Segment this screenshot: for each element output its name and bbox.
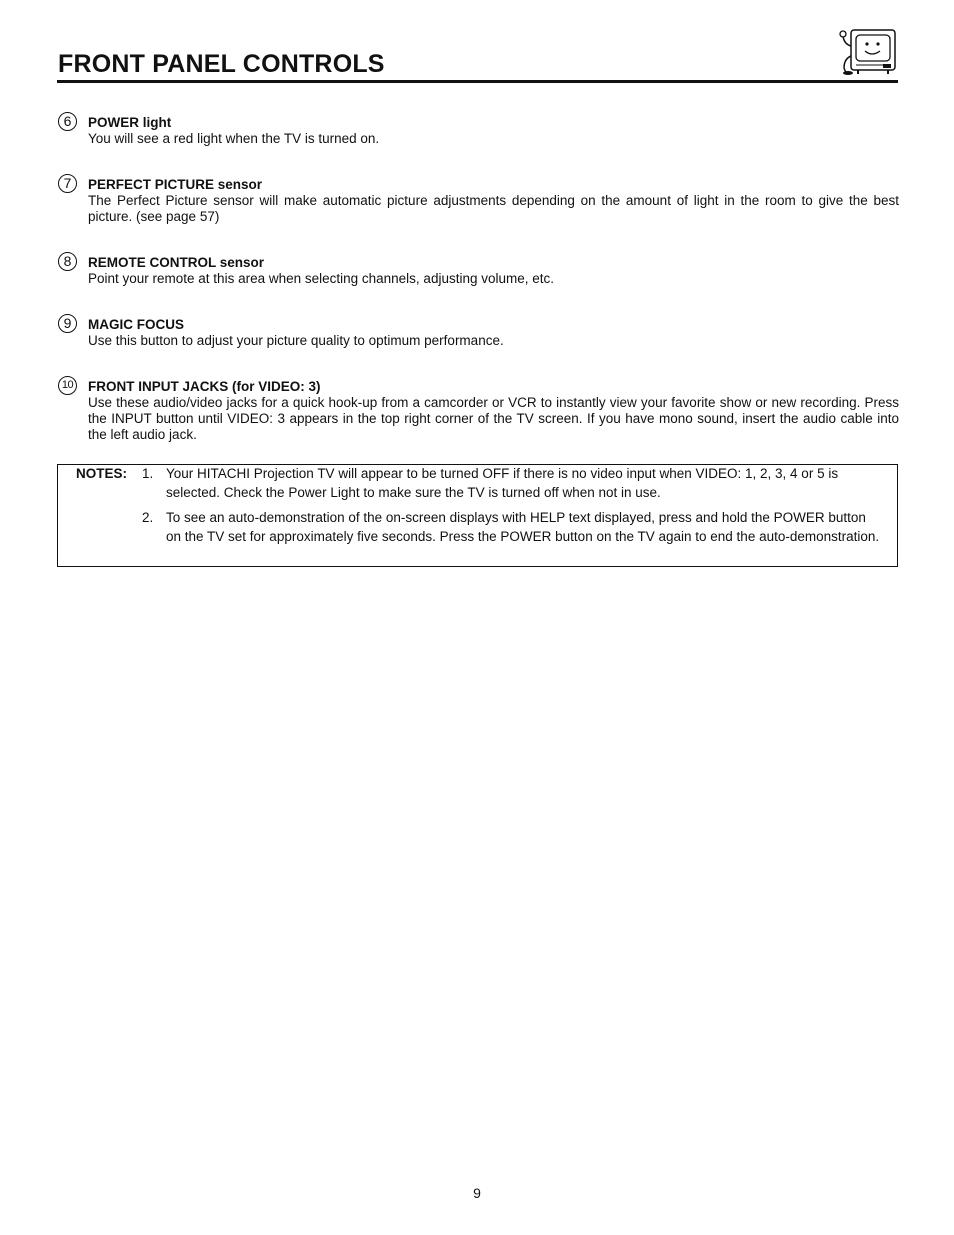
item-heading: REMOTE CONTROL sensor — [88, 255, 265, 270]
note-item — [142, 465, 882, 502]
item-number-badge: 7 — [58, 174, 77, 193]
control-item-magic-focus — [58, 317, 899, 349]
control-item-perfect-picture — [58, 177, 899, 225]
item-heading: MAGIC FOCUS — [88, 317, 184, 332]
page-number: 9 — [473, 1185, 481, 1201]
item-description: Point your remote at this area when selecting channels, adjusting volume, etc. — [88, 271, 555, 286]
note-item — [142, 509, 882, 546]
item-description: Use this button to adjust your picture quality to optimum performance. — [88, 333, 504, 348]
item-number-badge: 6 — [58, 112, 77, 131]
control-item-front-input-jacks — [58, 379, 899, 443]
notes-box — [57, 464, 898, 567]
item-number-badge: 10 — [58, 376, 77, 395]
item-description: Use these audio/video jacks for a quick hook-up from a camcorder or VCR to instantly view your favorite show or new recording. Press the INPUT button until VIDEO: 3 appears in the top right corner of the TV screen. If you have mono sound, insert the audio cable into the left audio jack. — [88, 395, 899, 442]
item-heading: FRONT INPUT JACKS (for VIDEO: 3) — [88, 379, 321, 394]
notes-label: NOTES: — [76, 466, 128, 481]
note-text: To see an auto-demonstration of the on-screen displays with HELP text displayed, press and hold the POWER button on the TV set for approximately five seconds. Press the POWER button on the TV again to end the auto-demonstration. — [166, 510, 880, 544]
note-number: 2. — [142, 510, 154, 525]
item-number-badge: 8 — [58, 252, 77, 271]
control-item-remote-sensor — [58, 255, 899, 287]
title-rule — [57, 80, 898, 83]
item-heading: POWER light — [88, 115, 172, 130]
page-title: FRONT PANEL CONTROLS — [58, 50, 385, 78]
control-item-power-light — [58, 115, 899, 147]
item-heading: PERFECT PICTURE sensor — [88, 177, 263, 192]
note-number: 1. — [142, 466, 154, 481]
item-number-badge: 9 — [58, 314, 77, 333]
item-description: The Perfect Picture sensor will make automatic picture adjustments depending on the amount of light in the room to give the best picture. (see page 57) — [88, 193, 899, 224]
note-text: Your HITACHI Projection TV will appear to be turned OFF if there is no video input when VIDEO: 1, 2, 3, 4 or 5 is selected. Check the Power Light to make sure the TV is turned off when not in use. — [166, 466, 839, 500]
item-description: You will see a red light when the TV is turned on. — [88, 131, 380, 146]
tv-mascot-icon — [838, 26, 898, 76]
